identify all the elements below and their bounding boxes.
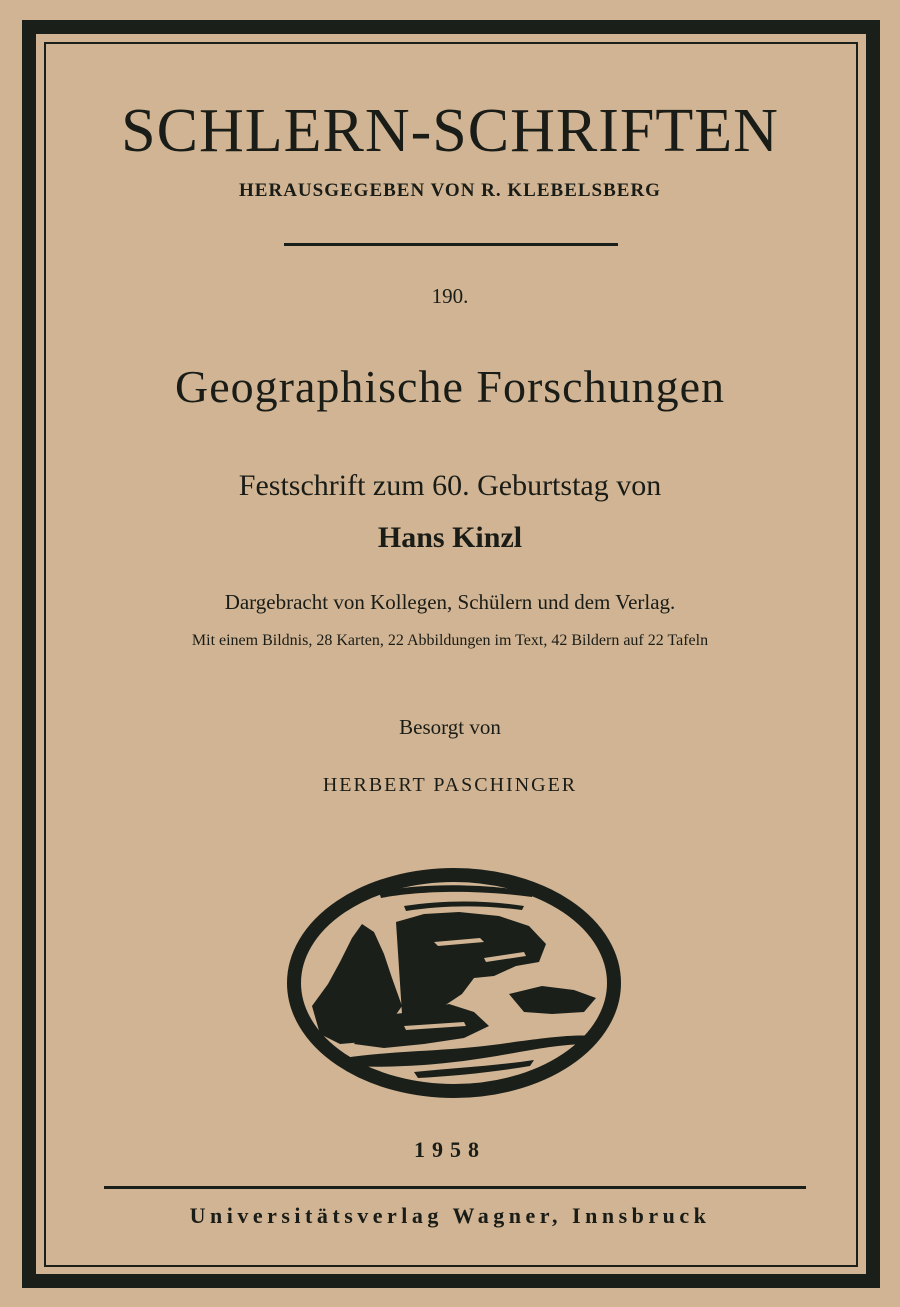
publication-year: 1958	[414, 1137, 486, 1162]
editor-name: HERBERT PASCHINGER	[322, 774, 578, 796]
honoree-name: Hans Kinzl	[377, 521, 523, 554]
title-divider-rule	[284, 243, 618, 246]
publisher-line: Universitätsverlag Wagner, Innsbruck	[189, 1203, 711, 1228]
series-editor-line: HERAUSGEGEBEN VON R. KLEBELSBERG	[239, 180, 661, 201]
publisher-divider-rule	[104, 1186, 806, 1189]
contents-note: Mit einem Bildnis, 28 Karten, 22 Abbildungen im Text, 42 Bildern auf 22 Tafeln	[191, 632, 709, 649]
book-subtitle: Festschrift zum 60. Geburtstag von	[238, 469, 662, 502]
book-title: Geographische Forschungen	[174, 361, 726, 412]
volume-number: 190.	[431, 284, 469, 308]
series-title: SCHLERN-SCHRIFTEN	[121, 97, 779, 165]
mountain-landscape-oval-icon	[284, 866, 624, 1100]
edited-by-label: Besorgt von	[399, 715, 501, 739]
dedication-line: Dargebracht von Kollegen, Schülern und dem Verlag.	[224, 590, 676, 614]
